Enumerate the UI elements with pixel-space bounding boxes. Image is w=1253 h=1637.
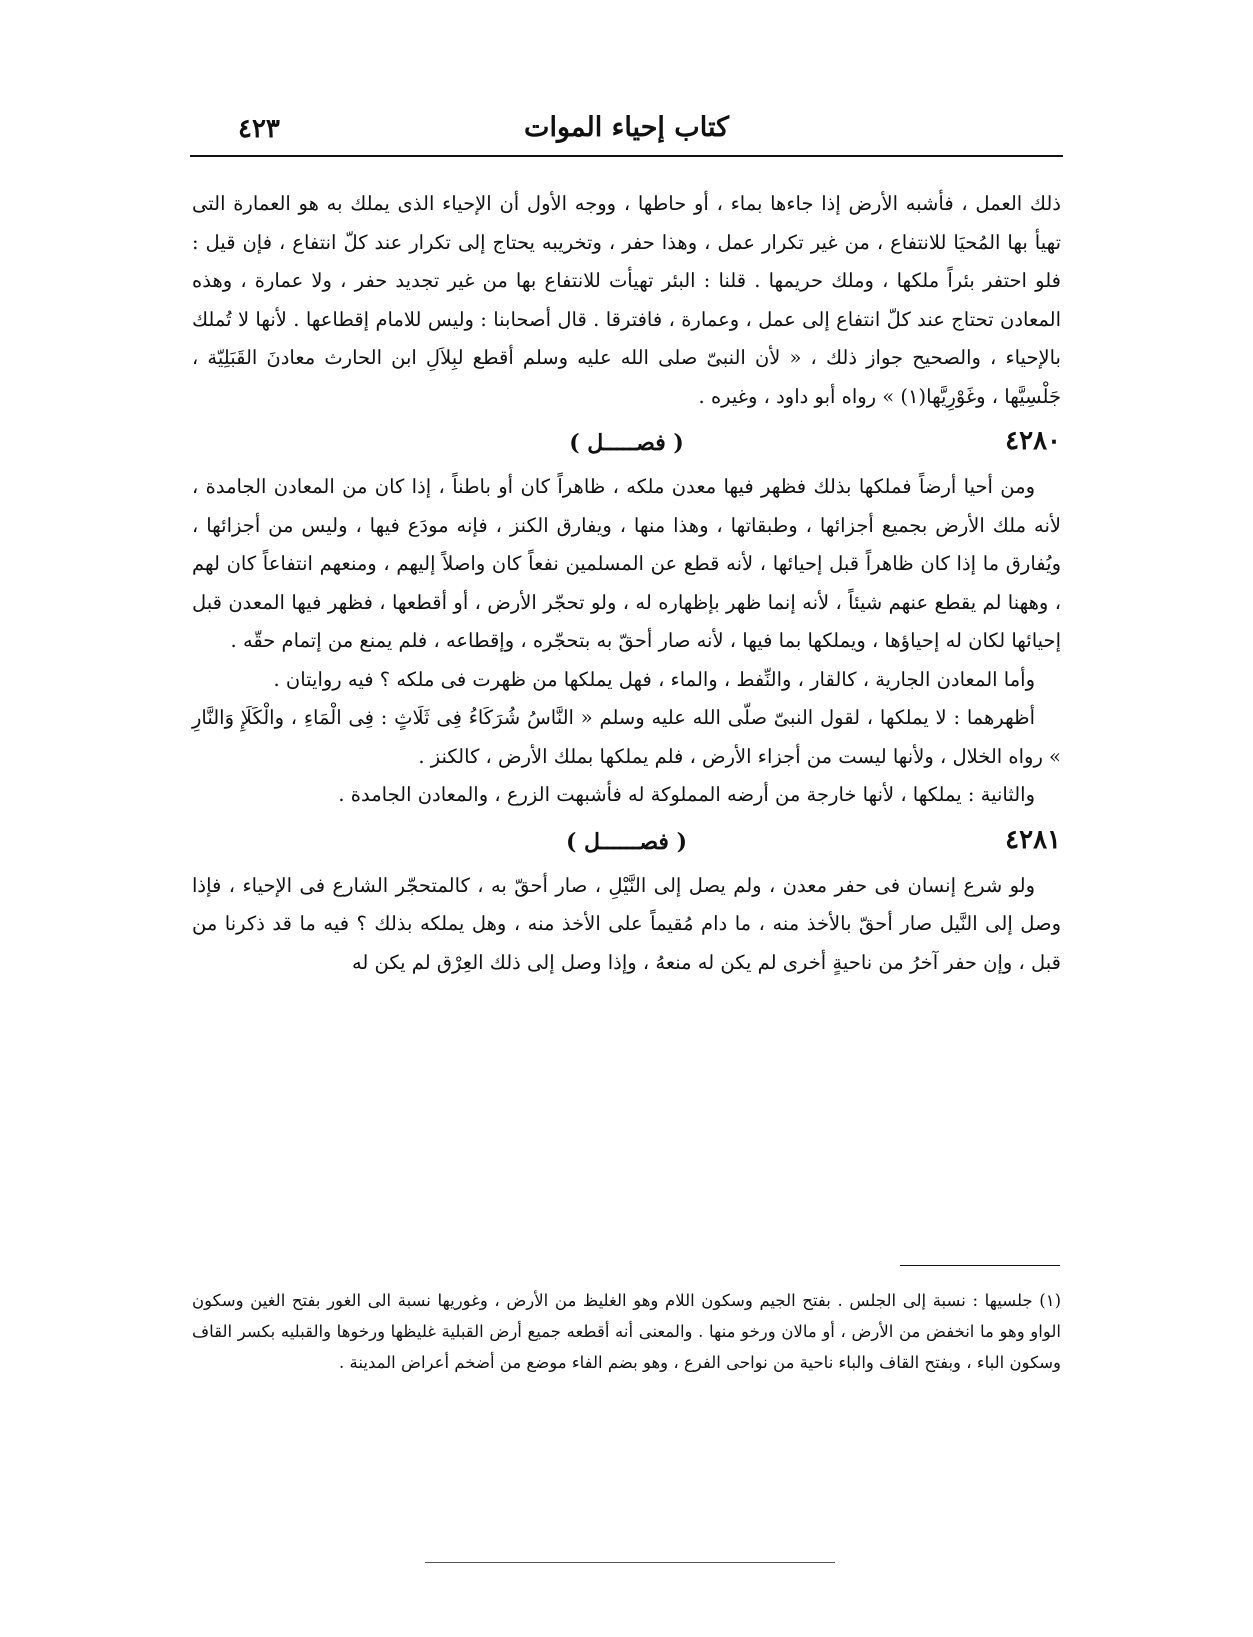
section-label: ( فصـــــل ) — [569, 430, 684, 456]
header-divider — [190, 155, 1063, 157]
main-text — [192, 185, 1061, 982]
section-number: ٤٢٨١ — [1005, 824, 1061, 855]
page-number: ٤٢٣ — [238, 114, 280, 144]
section-heading-4281 — [192, 821, 1061, 859]
section-paragraph: ومن أحيا أرضاً فملكها بذلك فظهر فيها معدن ملكه ، ظاهراً كان أو باطناً ، إذا كان من المعادن الجامدة ، لأنه ملك الأرض بجميع أجزائها ، وطبقاتها ، وهذا منها ، ويفارق الكنز ، فإنه مودَع فيها ، وليس من أجزائها ، ويُفارق ما إذا كان ظاهراً قبل إحيائها ، لأنه قطع عن المسلمين نفعاً كان واصلاً إليهم ، ومنعهم انتفاعاً كان لهم ، وههنا لم يقطع عنهم شيئاً ، لأنه إنما ظهر بإظهاره له ، ولو تحجّر الأرض ، أو أقطعها ، فظهر فيها المعدن قبل إحيائها لكان له إحياؤها ، ويملكها بما فيها ، لأنه صار أحقّ به بتحجّره ، وإقطاعه ، فلم يمنع من إتمام حقّه . — [192, 475, 1061, 652]
section-paragraph: أظهرهما : لا يملكها ، لقول النبىّ صلّى الله عليه وسلم « النَّاسُ شُرَكَاءُ فِى ثَلَاثٍ : فِى الْمَاءِ ، والْكَلَإِ وَالنَّارِ » رواه الخلال ، ولأنها ليست من أجزاء الأرض ، فلم يملكها بملك الأرض ، كالكنز . — [192, 706, 1061, 768]
footnote: (١) جلسيها : نسبة إلى الجلس . بفتح الجيم وسكون اللام وهو الغليظ من الأرض ، وغوريها نسبة الى الغور بفتح الغين وسكون الواو وهو ما انخفض من الأرض ، أو مالان ورخو منها . والمعنى أنه أقطعه جميع أرض القبلية غليظها ورخوها والقبليه بكسر القاف وسكون الباء ، وبفتح القاف والباء ناحية من نواحى الفرع ، وهو بضم الفاء موضع من أضخم أعراض المدينة . — [192, 1291, 1061, 1372]
book-title: كتاب إحياء الموات — [524, 112, 729, 143]
section-paragraph: وأما المعادن الجارية ، كالقار ، والنِّفط ، والماء ، فهل يملكها من ظهرت فى ملكه ؟ فيه روايتان . — [273, 667, 1035, 691]
intro-paragraph: ذلك العمل ، فأشبه الأرض إذا جاءها بماء ، أو حاطها ، ووجه الأول أن الإحياء الذى يملك به هو العمارة التى تهيأ بها المُحيَا للانتفاع ، من غير تكرار عمل ، وهذا حفر ، وتخريبه يحتاج إلى تكرار عند كلّ انتفاع ، فإن قيل : فلو احتفر بئراً ملكها ، وملك حريمها . قلنا : البئر تهيأت للانتفاع بها من غير تجديد حفر ، ولا عمارة ، وهذه المعادن تحتاج عند كلّ انتفاع إلى عمل ، وعمارة ، فافترقا . قال أصحابنا : وليس للامام إقطاعها . لأنها لا تُملك بالإحياء ، والصحيح جواز ذلك ، « لأن النبىّ صلى الله عليه وسلم أقطع لبِلاَلِ ابن الحارث معادنَ القَبَلِيّة ، جَلْسِيَّها ، وغَوْرِيَّها(١) » رواه أبو داود ، وغيره . — [192, 192, 1061, 408]
bottom-divider — [425, 1562, 835, 1563]
section-heading-4280 — [192, 422, 1061, 460]
page-header — [190, 112, 1063, 152]
section-label: ( فصــــــل ) — [565, 828, 688, 855]
footnote-divider — [900, 1265, 1060, 1266]
section-paragraph: والثانية : يملكها ، لأنها خارجة من أرضه المملوكة له فأشبهت الزرع ، والمعادن الجامدة . — [338, 783, 1035, 806]
section-paragraph: ولو شرع إنسان فى حفر معدن ، ولم يصل إلى النَّيْلِ ، صار أحقّ به ، كالمتحجّر الشارع فى الإحياء ، فإذا وصل إلى النَّيل صار أحقّ بالأخذ منه ، ما دام مُقيماً على الأخذ منه ، وهل يملكه بذلك ؟ فيه ما قد ذكرنا من قبل ، وإن حفر آخرُ من ناحيةٍ أخرى لم يكن له منعهُ ، وإذا وصل إلى ذلك العِرْق لم يكن له — [192, 873, 1061, 974]
section-number: ٤٢٨٠ — [1005, 426, 1061, 456]
